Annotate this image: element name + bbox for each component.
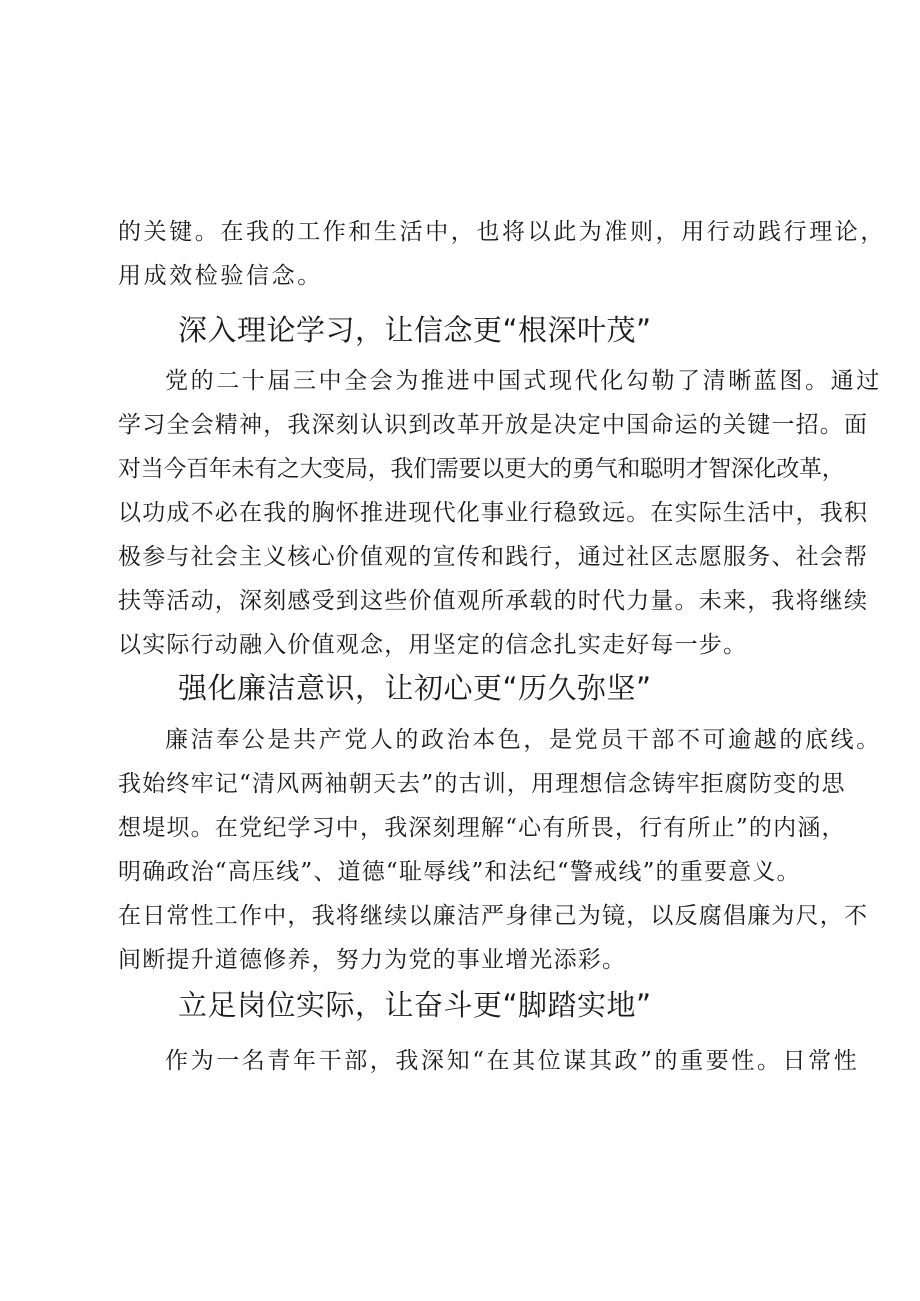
paragraph-line: 对当今百年未有之大变局，我们需要以更大的勇气和聪明才智深化改革， <box>118 456 845 482</box>
paragraph-line: 间断提升道德修养，努力为党的事业增光添彩。 <box>118 947 627 973</box>
paragraph-line: 作为一名青年干部，我深知“在其位谋其政”的重要性。日常性 <box>165 1048 860 1074</box>
paragraph-line: 党的二十届三中全会为推进中国式现代化勾勒了清晰蓝图。通过 <box>165 368 882 394</box>
paragraph-line: 在日常性工作中，我将继续以廉洁严身律己为镜，以反腐倡廉为尺，不 <box>118 903 869 929</box>
paragraph-line: 以功成不必在我的胸怀推进现代化事业行稳致远。在实际生活中，我积 <box>118 500 869 526</box>
paragraph-line: 廉洁奉公是共产党人的政治本色，是党员干部不可逾越的底线。 <box>165 727 882 753</box>
paragraph-line: 明确政治“高压线”、道德“耻辱线”和法纪“警戒线”的重要意义。 <box>118 859 801 885</box>
section-heading-theory: 深入理论学习，让信念更“根深叶茂” <box>178 313 652 347</box>
paragraph-line: 极参与社会主义核心价值观的宣传和践行，通过社区志愿服务、社会帮 <box>118 544 869 570</box>
intro-line: 用成效检验信念。 <box>118 263 323 289</box>
paragraph-line: 想堤坝。在党纪学习中，我深刻理解“心有所畏，行有所止”的内涵， <box>118 815 846 841</box>
section-heading-integrity: 强化廉洁意识，让初心更“历久弥坚” <box>178 671 652 705</box>
paragraph-line: 我始终牢记“清风两袖朝天去”的古训，用理想信念铸牢拒腐防变的思 <box>118 771 846 797</box>
paragraph-line: 以实际行动融入价值观念，用坚定的信念扎实走好每一步。 <box>118 632 748 658</box>
section-heading-post: 立足岗位实际，让奋斗更“脚踏实地” <box>178 988 652 1022</box>
intro-line: 的关键。在我的工作和生活中，也将以此为准则，用行动践行理论， <box>118 219 886 245</box>
paragraph-line: 扶等活动，深刻感受到这些价值观所承载的时代力量。未来，我将继续 <box>118 588 869 614</box>
paragraph-line: 学习全会精神，我深刻认识到改革开放是决定中国命运的关键一招。面 <box>118 412 869 438</box>
